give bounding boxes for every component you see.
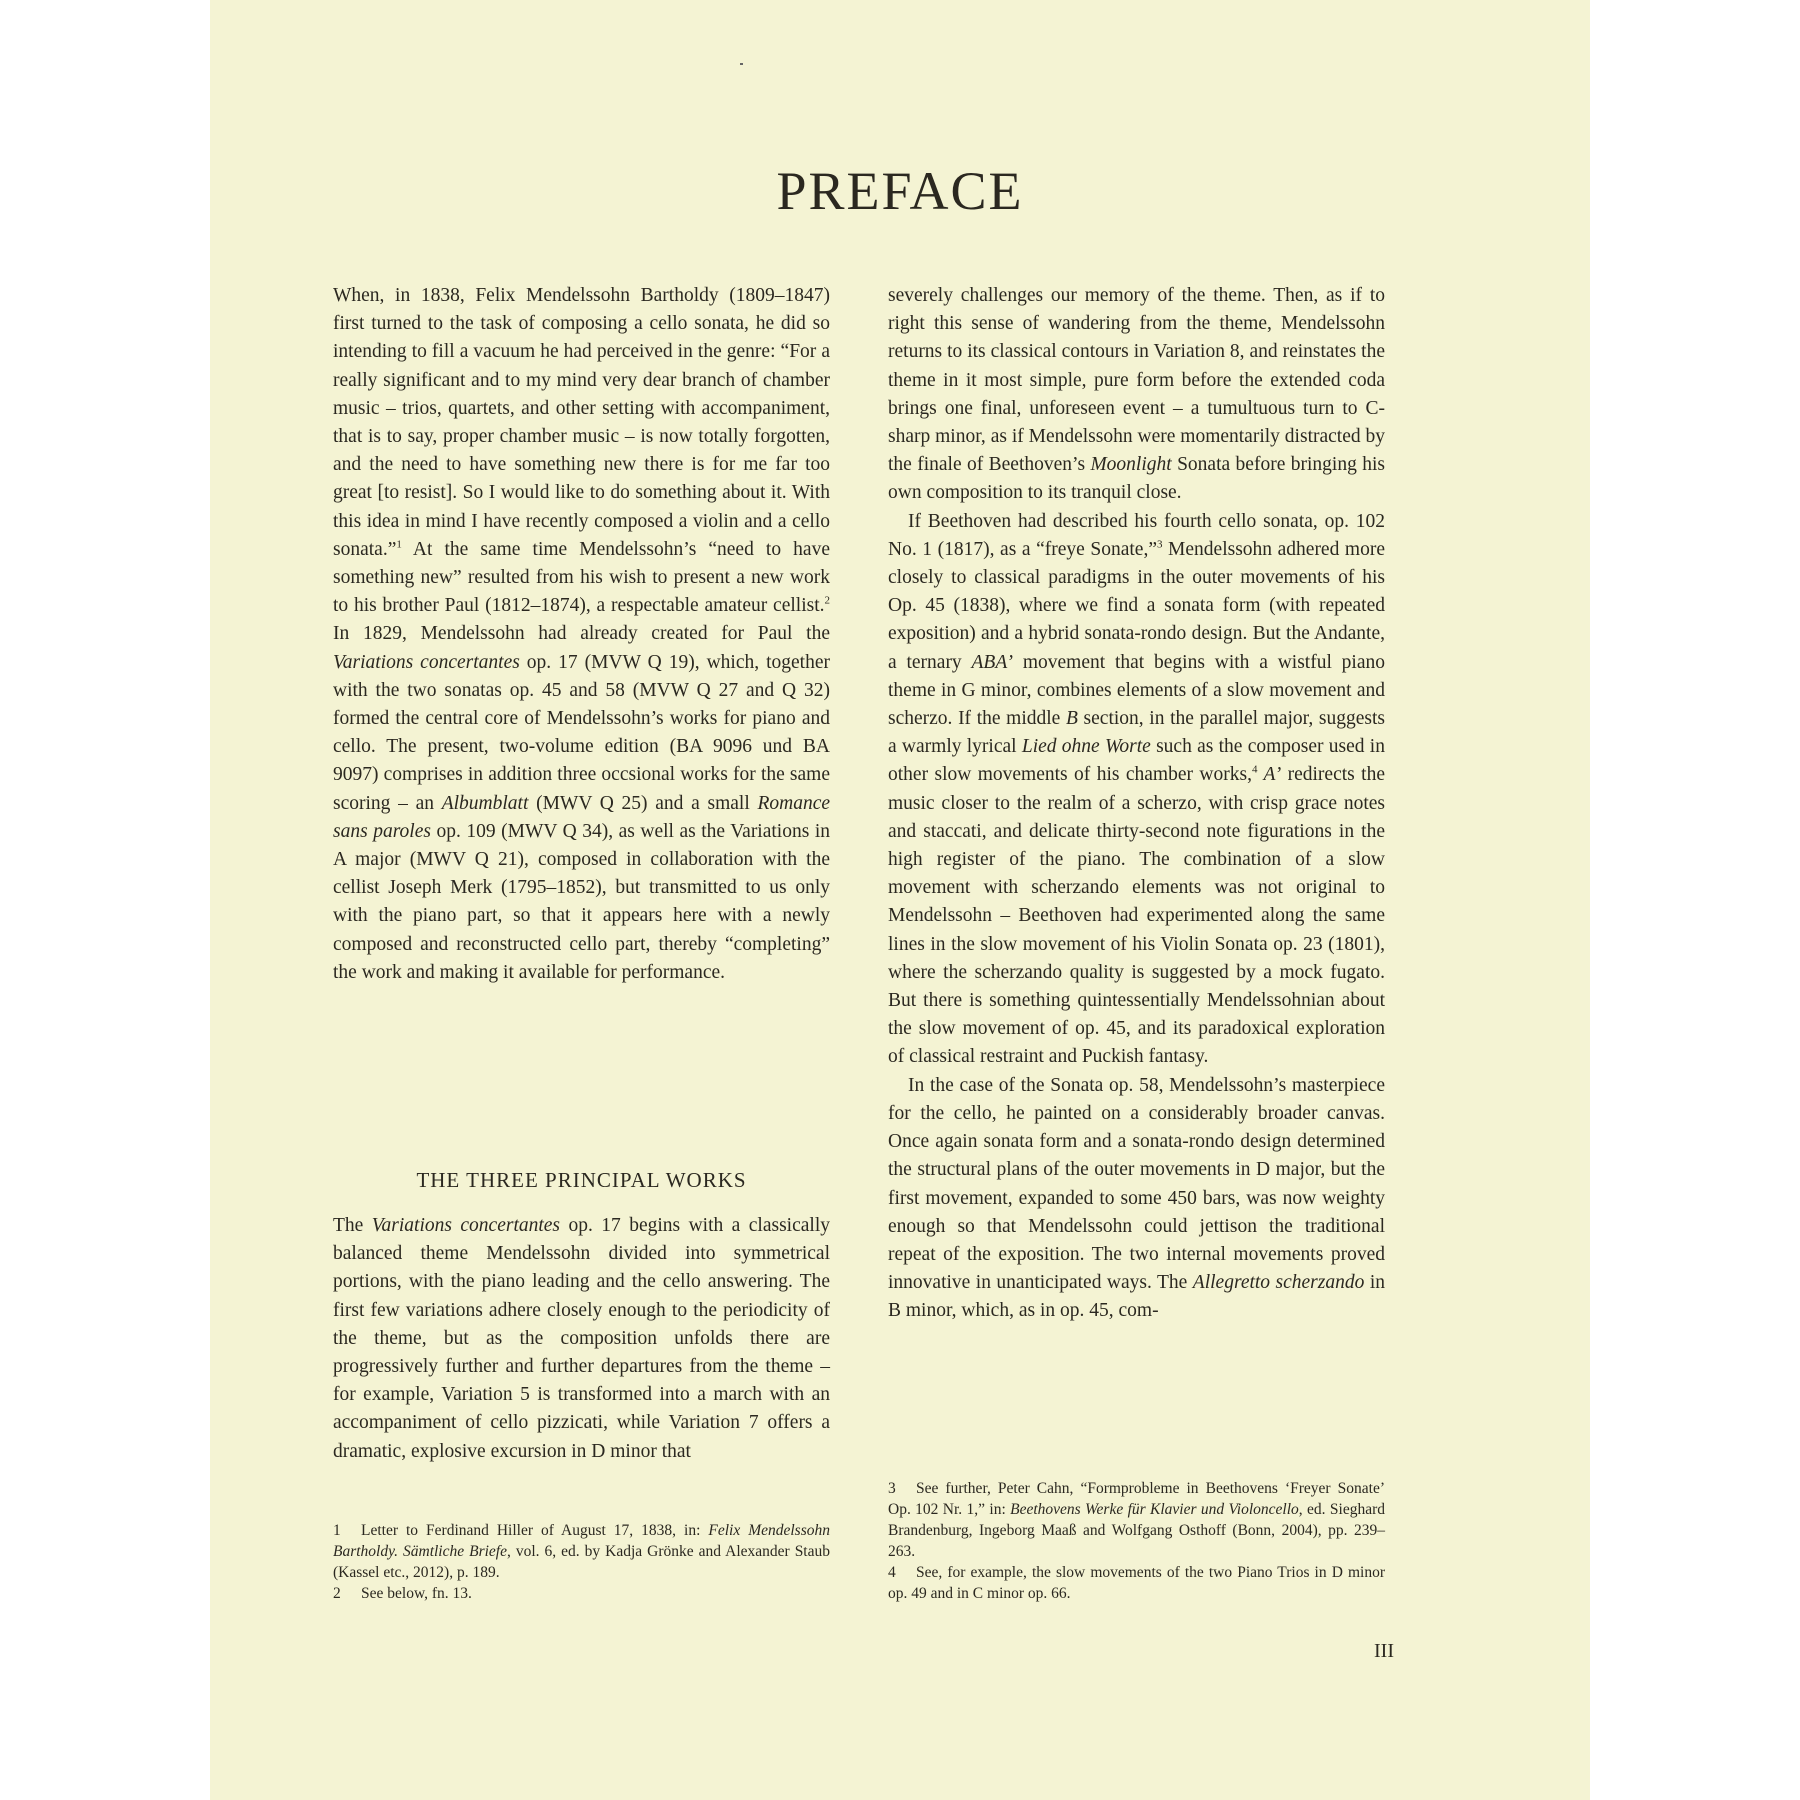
footnote-number: 2 <box>333 1585 341 1602</box>
intro-paragraph <box>333 282 830 987</box>
footnote-text-2: , vol. 6, ed. by Kadja Grönke and Alexander Staub (Kassel etc., 2012), p. 189. <box>333 1543 830 1581</box>
intro-text: When, in 1838, Felix Mendelssohn Bartholdy (1809–1847) first turned to the task of composing a cello sonata, he did so intending to fill a vacuum he had perceived in the genre: “For a really significant and to my mind very dear branch of chamber music – trios, quartets, and other setting with accompaniment, that is to say, proper chamber music – is now totally forgotten, and the need to have something new there is for me far too great [to resist]. So I would like to do something about it. With this idea in mind I have recently composed a violin and a cello sonata.” <box>333 285 830 560</box>
right-text-1: severely challenges our memory of the theme. Then, as if to right this sense of wandering from the theme, Mendelssohn returns to its classical contours in Variation 8, and reinstates the theme in it most simple, pure form before the extended coda brings one final, unforeseen event – a tumultuous turn to C-sharp minor, as if Mendelssohn were momentarily distracted by the finale of Beethoven’s <box>888 285 1385 476</box>
footnote-italic: Felix Mendelssohn Bartholdy. Sämtliche Briefe <box>333 1522 830 1560</box>
intro-text-2: At the same time Mendelssohn’s “need to have something new” resulted from his wish to present a new work to his brother Paul (1812–1874), a respectable amateur cellist. <box>333 538 830 617</box>
work-title-lied: Lied ohne Worte <box>1021 736 1151 758</box>
right-text-2c: movement that begins with a wistful piano theme in G minor, combines elements of a slow movement and scherzo. If the middle <box>888 651 1385 730</box>
footnote-number: 4 <box>888 1564 896 1581</box>
footnote-text: See further, Peter Cahn, “Formprobleme in Beethovens ‘Freyer Sonate’ Op. 102 Nr. 1,” in: <box>888 1480 1385 1518</box>
footnote-number: 1 <box>333 1522 341 1539</box>
work-title-albumblatt: Albumblatt <box>441 792 529 814</box>
intro-text-6: op. 109 (MWV Q 34), as well as the Variations in A major (MWV Q 21), composed in collaboration with the cellist Joseph Merk (1795–1852), but transmitted to us only with the piano part, so that it appears here with a newly composed and reconstructed cello part, thereby “completing” the work and making it available for performance. <box>333 820 830 983</box>
right-text-2e: such as the composer used in other slow movements of his chamber works, <box>888 736 1385 786</box>
page-title: PREFACE <box>776 161 1024 221</box>
right-text-2d: section, in the parallel major, suggests a warmly lyrical <box>888 708 1386 758</box>
footnote-text: Letter to Ferdinand Hiller of August 17, 1838, in: <box>361 1522 709 1539</box>
footnote-text-2: , ed. Sieghard Brandenburg, Ingeborg Maaß and Wolfgang Osthoff (Bonn, 2004), pp. 239–263. <box>888 1501 1385 1560</box>
footnote-2 <box>333 1583 830 1604</box>
left-column-section <box>333 1212 830 1466</box>
right-paragraph-1 <box>888 282 1385 508</box>
footnote-3 <box>888 1478 1385 1562</box>
form-label-aba: ABA’ <box>971 651 1014 673</box>
work-title-moonlight: Moonlight <box>1090 454 1172 476</box>
right-paragraph-3 <box>888 1072 1385 1326</box>
work-title-variations: Variations concertantes <box>333 651 520 673</box>
section-heading: THE THREE PRINCIPAL WORKS <box>416 1168 747 1192</box>
right-text-1b: Sonata before bringing his own composition to its tranquil close. <box>888 454 1385 504</box>
right-text-2b: Mendelssohn adhered more closely to classical paradigms in the outer movements of his Op. 45 (1838), where we find a sonata form (with repeated exposition) and a hybrid sonata-rondo design. But the Andante, a ternary <box>888 538 1385 673</box>
form-label-b: B <box>1065 708 1078 730</box>
movement-title: Allegretto scherzando <box>1192 1272 1365 1294</box>
right-text-2f: redirects the music closer to the realm of a scherzo, with crisp grace notes and staccati, and delicate thirty-second note figurations in the high register of the piano. The combination of a slow movement with scherzando elements was not original to Mendelssohn – Beethoven had experimented along the same lines in the slow movement of his Violin Sonata op. 23 (1801), where the scherzando quality is suggested by a mock fugato. But there is something quintessentially Mendelssohnian about the slow movement of op. 45, and its paradoxical exploration of classical restraint and Puckish fantasy. <box>888 764 1385 1068</box>
intro-text-4: op. 17 (MVW Q 19), which, together with the two sonatas op. 45 and 58 (MVW Q 27 and Q 32) formed the central core of Mendelssohn’s works for piano and cello. The present, two-volume edition (BA 9096 und BA 9097) comprises in addition three occsional works for the same scoring – an <box>333 651 830 814</box>
footnote-4 <box>888 1562 1385 1604</box>
section-paragraph <box>333 1212 830 1466</box>
footnote-ref-4[interactable]: 4 <box>1251 763 1258 776</box>
right-text-3b: in B minor, which, as in op. 45, com- <box>888 1272 1385 1322</box>
left-column-intro <box>333 282 830 987</box>
right-paragraph-2 <box>888 508 1385 1072</box>
footnote-ref-3[interactable]: 3 <box>1156 538 1163 551</box>
footnote-ref-2[interactable]: 2 <box>824 594 830 607</box>
page <box>210 0 1590 1800</box>
footnote-text: See below, fn. 13. <box>361 1585 472 1602</box>
intro-text-3: In 1829, Mendelssohn had already created for Paul the <box>333 623 830 645</box>
footnote-ref-1[interactable]: 1 <box>396 538 402 551</box>
intro-text-5: (MWV Q 25) and a small <box>528 792 758 814</box>
page-speck <box>740 63 743 65</box>
footnote-italic: Beethovens Werke für Klavier und Violoncello <box>1010 1501 1299 1518</box>
footnote-number: 3 <box>888 1480 896 1497</box>
right-text-2: If Beethoven had described his fourth cello sonata, op. 102 No. 1 (1817), as a “freye Sonate,” <box>888 510 1385 560</box>
footnote-1 <box>333 1520 830 1583</box>
footnotes-right <box>888 1478 1385 1604</box>
right-text-3: In the case of the Sonata op. 58, Mendelssohn’s masterpiece for the cello, he painted on a considerably broader canvas. Once again sonata form and a sonata-rondo design determined the structural plans of the outer movements in D major, but the first movement, expanded to some 450 bars, was now weighty enough so that Mendelssohn could jettison the traditional repeat of the exposition. The two internal movements proved innovative in unanticipated ways. The <box>888 1074 1385 1294</box>
work-title-romance: Romance sans paroles <box>333 792 831 842</box>
work-title-variations-2: Variations concertantes <box>371 1215 561 1236</box>
section-text-2: op. 17 begins with a classically balanced theme Mendelssohn divided into symmetrical portions, with the piano leading and the cello answering. The first few variations adhere closely enough to the periodicity of the theme, but as the composition unfolds there are progressively further and further departures from the theme – for example, Variation 5 is transformed into a march with an accompaniment of cello pizzicati, while Variation 7 offers a dramatic, explosive excursion in D minor that <box>333 1215 830 1462</box>
footnotes-left <box>333 1520 830 1604</box>
section-text: The <box>333 1215 372 1236</box>
footnote-text: See, for example, the slow movements of the two Piano Trios in D minor op. 49 and in C minor op. 66. <box>888 1564 1385 1602</box>
right-column <box>888 282 1385 1326</box>
page-number: III <box>1374 1640 1394 1662</box>
form-label-a: A’ <box>1257 764 1282 786</box>
